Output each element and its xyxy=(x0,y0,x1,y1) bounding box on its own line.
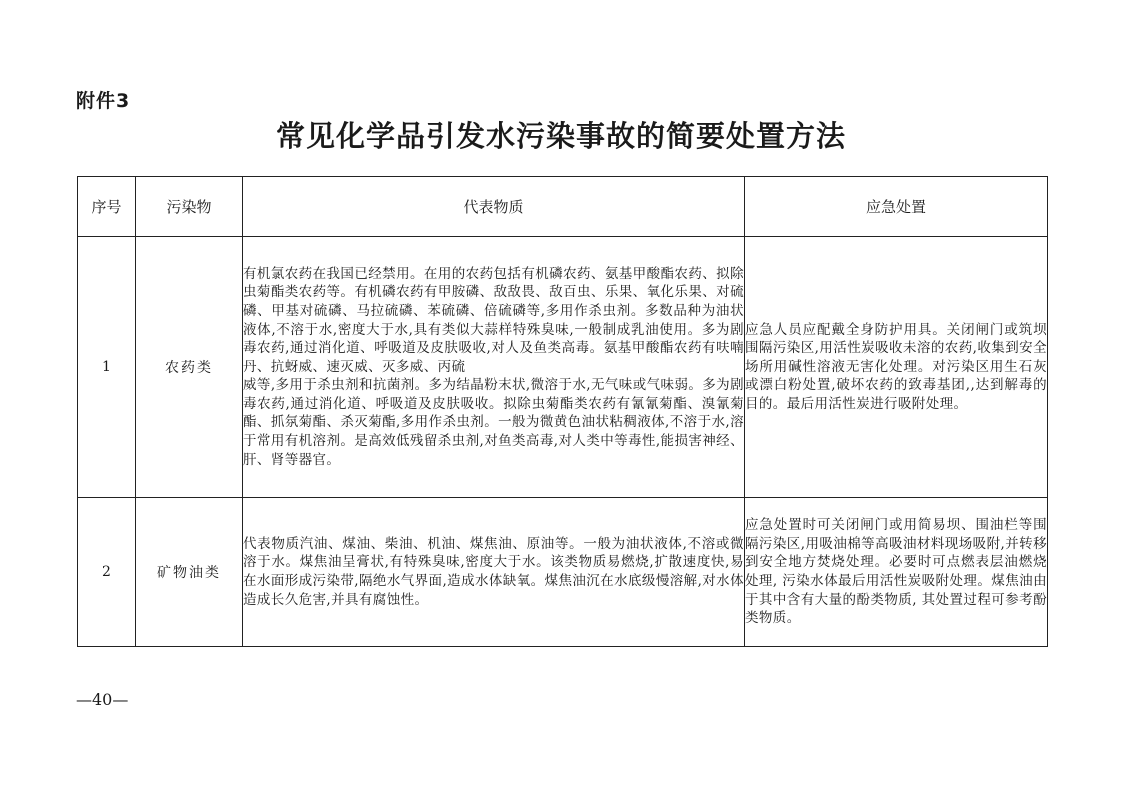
description-paragraph: 代表物质汽油、煤油、柴油、机油、煤焦油、原油等。一般为油状液体,不溶或微溶于水。煤焦油呈膏状,有特殊臭味,密度大于水。该类物质易燃烧,扩散速度快,易在水面形成污染带,隔绝水气界面,造成水体缺氧。煤焦油沉在水底级慢溶解,对水体造成长久危害,并具有腐蚀性。 xyxy=(243,535,744,608)
attachment-label: 附件3 xyxy=(76,90,131,112)
response-text: 应急人员应配戴全身防护用具。关闭闸门或筑坝围隔污染区,用活性炭吸收未溶的农药,收集到安全场所用碱性溶液无害化处理。对污染区用生石灰或漂白粉处置,破坏农药的致毒基团,,达到解毒的目的。最后用活性炭进行吸附处理。 xyxy=(745,321,1047,412)
pollutant-name: 矿物油类 xyxy=(136,498,243,647)
disposal-table xyxy=(77,176,1048,647)
emergency-response xyxy=(745,498,1048,647)
column-header-substances: 代表物质 xyxy=(243,177,745,237)
page-title: 常见化学品引发水污染事故的简要处置方法 xyxy=(275,119,846,153)
description-paragraph: 威等,多用于杀虫剂和抗菌剂。多为结晶粉末状,微溶于水,无气味或气味弱。多为剧毒农药,通过消化道、呼吸道及皮肤吸收。拟除虫菊酯类农药有氰氰菊酯、溴氰菊酯、抓氛菊酯、杀灭菊酯,多用作杀虫剂。一般为微黄色油状粘稠液体,不溶于水,溶于常用有机溶剂。是高效低残留杀虫剂,对鱼类高毒,对人类中等毒性,能损害神经、肝、肾等器官。 xyxy=(243,377,744,468)
description-paragraph: 有机氯农药在我国已经禁用。在用的农药包括有机磷农药、氨基甲酸酯农药、拟除虫菊酯类农药等。有机磷农药有甲胺磷、敌敌畏、敌百虫、乐果、氧化乐果、对硫磷、甲基对硫磷、马拉硫磷、苯硫磷、倍硫磷等,多用作杀虫剂。多数品种为油状液体,不溶于水,密度大于水,具有类似大蒜样特殊臭味,一般制成乳油使用。多为剧毒农药,通过消化道、呼吸道及皮肤吸收,对人及鱼类高毒。氨基甲酸酯农药有呋喃丹、抗蚜威、速灭威、灭多威、丙硫 xyxy=(243,265,744,375)
pollutant-name: 农药类 xyxy=(136,237,243,498)
substance-description xyxy=(243,237,745,498)
response-text: 应急处置时可关闭闸门或用简易坝、围油栏等围隔污染区,用吸油棉等高吸油材料现场吸附,并转移到安全地方焚烧处理。必要时可点燃表层油燃烧处理, 污染水体最后用活性炭吸附处理。煤焦油由于其中含有大量的酚类物质, 其处置过程可参考酚类物质。 xyxy=(745,517,1047,627)
page-number: —40— xyxy=(76,690,129,709)
table-row xyxy=(78,498,1048,647)
column-header-number: 序号 xyxy=(78,177,136,237)
column-header-response: 应急处置 xyxy=(745,177,1048,237)
emergency-response xyxy=(745,237,1048,498)
column-header-pollutant: 污染物 xyxy=(136,177,243,237)
table-header-row xyxy=(78,177,1048,237)
substance-description xyxy=(243,498,745,647)
row-number: 2 xyxy=(78,498,136,647)
row-number: 1 xyxy=(78,237,136,498)
table-row xyxy=(78,237,1048,498)
